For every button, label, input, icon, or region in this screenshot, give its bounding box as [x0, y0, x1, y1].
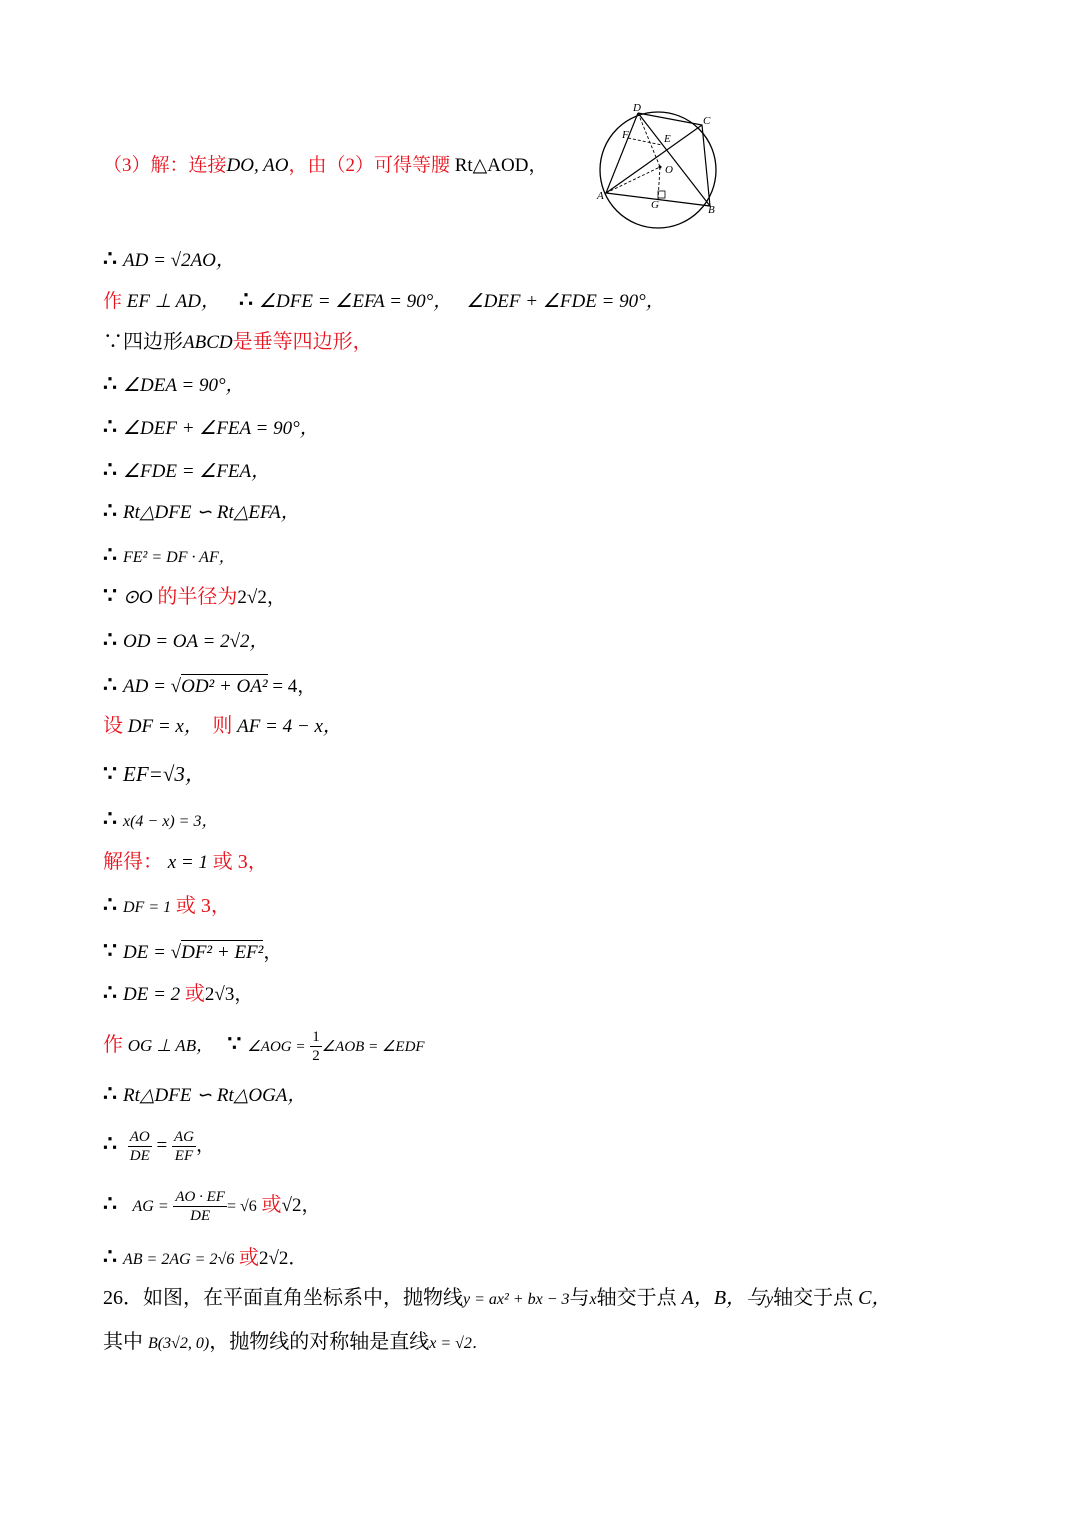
line-11: ∴ OD = OA = 2√2， [103, 627, 269, 652]
line-21: ∴ Rt△DFE ∽ Rt△OGA， [103, 1081, 307, 1106]
line-1: （3）解：连接DO, AO，由（2）可得等腰 Rt△AOD， [103, 155, 548, 176]
line-5: ∴ ∠DEA = 90°， [103, 371, 245, 396]
line-6: ∴ ∠DEF + ∠FEA = 90°， [103, 414, 319, 439]
dashed-do [638, 113, 660, 167]
line-9: ∴ FE² = DF · AF， [103, 542, 235, 567]
label-b: B [708, 204, 715, 216]
line-24: ∴ AB = 2AG = 2√6 或2√2． [103, 1244, 308, 1269]
label-o: O [665, 164, 673, 176]
label-a: A [597, 190, 604, 202]
label-e: E [664, 133, 671, 145]
line-10: ∵ ⊙O 的半径为2√2， [103, 583, 286, 608]
label-g: G [651, 199, 659, 211]
line-14: ∵ EF=√3， [103, 761, 206, 786]
fraction-ao-de: $\frac{AO}{DE}$ [129, 1129, 150, 1164]
fraction-ag-ef: $\frac{AG}{EF}$ [173, 1129, 194, 1164]
fraction-ao-ef-de: $\frac{AO \cdot EF}{DE}$ [175, 1189, 225, 1224]
line-23: ∴ AG = $\frac{AO \cdot EF}{DE}$ = √6 或√2， [103, 1189, 321, 1224]
question-26-line-1: 26．如图，在平面直角坐标系中，抛物线y = ax² + bx − 3与x轴交于点 A，B，与y轴交于点 C， [103, 1287, 892, 1309]
line-18: ∵ DE = √DF² + EF²， [103, 938, 283, 963]
line-4: ∵四边形ABCD是垂等四边形， [103, 331, 373, 353]
line-22: ∴ $\frac{AO}{DE}$ = $\frac{AG}{EF}$ ， [103, 1129, 215, 1164]
line-8: ∴ Rt△DFE ∽ Rt△EFA， [103, 498, 300, 523]
line-13: 设 DF = x， 则 AF = 4 − x， [103, 715, 342, 737]
question-26-line-2: 其中 B(3√2, 0)，抛物线的对称轴是直线x = √2． [103, 1331, 488, 1353]
dashed-ao [606, 167, 660, 193]
line-2: ∴ AD = √2AO， [103, 246, 235, 271]
line-16: 解得： x = 1 或 3， [103, 851, 268, 873]
label-c: C [703, 115, 711, 127]
point-o [659, 166, 662, 169]
diagonal-ac [606, 125, 702, 193]
line-3: 作 EF ⊥ AD， ∴ ∠DFE = ∠EFA = 90°， ∠DEF + ∠FDE = 90°， [103, 287, 665, 312]
line-12: ∴ AD = √OD² + OA² = 4， [103, 672, 317, 697]
geometry-figure [590, 100, 730, 230]
line-17: ∴ DF = 1 或 3， [103, 892, 231, 917]
label-f: F [622, 129, 629, 141]
right-angle-g [658, 191, 665, 198]
line-19: ∴ DE = 2 或2√3， [103, 980, 254, 1005]
label-d: D [633, 102, 641, 114]
line-20: 作 OG ⊥ AB， ∵ ∠AOG = $\frac{1}{2}$ ∠AOB = ∠EDF [103, 1029, 425, 1064]
fraction-half: $\frac{1}{2}$ [312, 1029, 320, 1064]
line-15: ∴ x(4 − x) = 3， [103, 806, 218, 831]
dashed-fe [628, 138, 662, 145]
line-7: ∴ ∠FDE = ∠FEA， [103, 457, 271, 482]
